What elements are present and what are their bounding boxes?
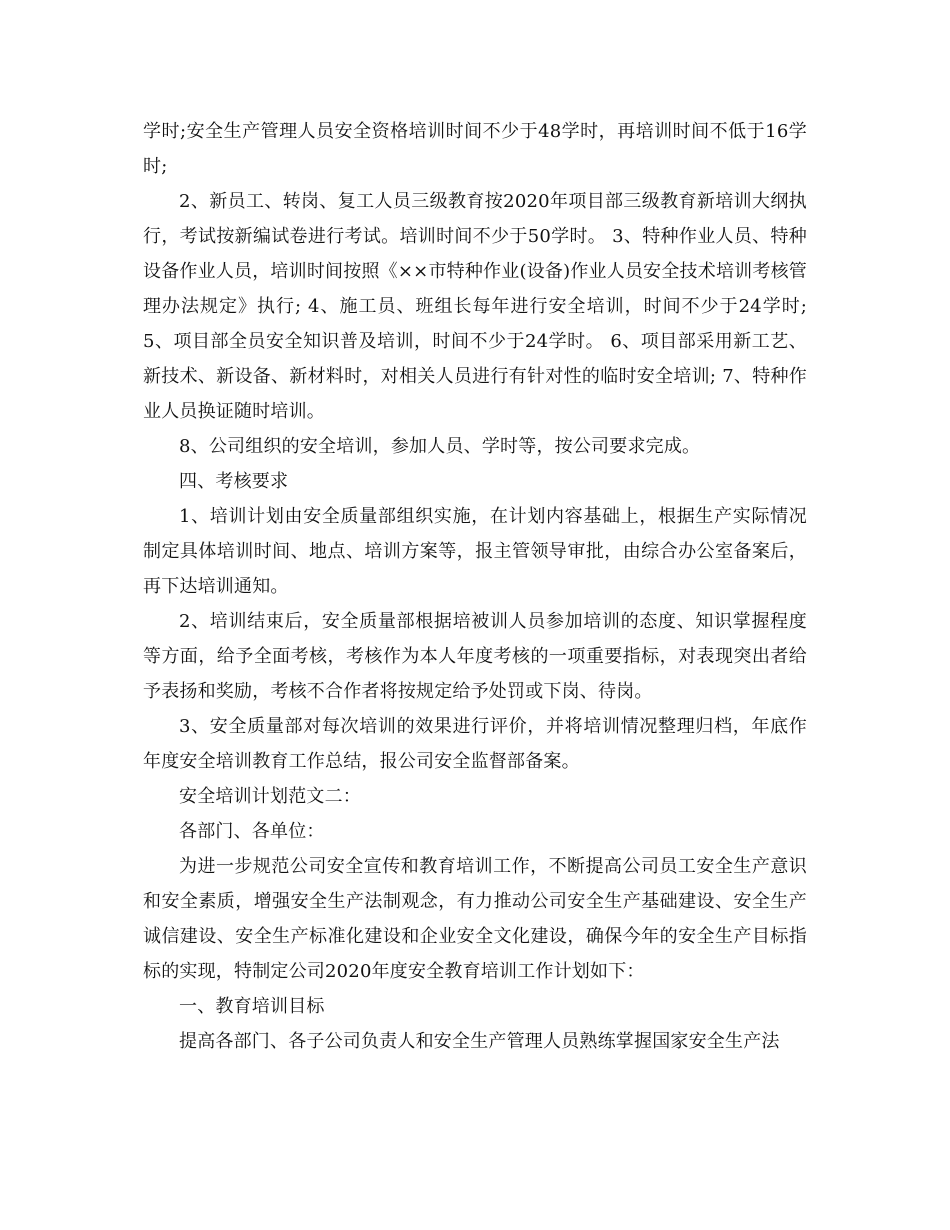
paragraph-assessment-1: 1、培训计划由安全质量部组织实施，在计划内容基础上，根据生产实际情况制定具体培训时间、地点、培训方案等，报主管领导审批，由综合办公室备案后，再下达培训通知。 (143, 506, 807, 597)
paragraph-training-item-8: 8、公司组织的安全培训，参加人员、学时等，按公司要求完成。 (179, 436, 701, 457)
paragraph-hours-continued: 学时;安全生产管理人员安全资格培训时间不少于48学时，再培训时间不低于16学时; (143, 121, 807, 177)
sample-two-title: 安全培训计划范文二： (179, 786, 361, 807)
section-heading-training-goals: 一、教育培训目标 (179, 996, 325, 1017)
paragraph-assessment-2: 2、培训结束后，安全质量部根据培被训人员参加培训的态度、知识掌握程度等方面，给予全面考核，考核作为本人年度考核的一项重要指标，对表现突出者给予表扬和奖励，考核不合作者将按规定给予处罚或下岗、待岗。 (143, 611, 807, 702)
paragraph-assessment-3: 3、安全质量部对每次培训的效果进行评价，并将培训情况整理归档，年底作年度安全培训教育工作总结，报公司安全监督部备案。 (143, 716, 807, 772)
document-body (143, 114, 807, 1059)
paragraph-training-items-2-7: 2、新员工、转岗、复工人员三级教育按2020年项目部三级教育新培训大纲执行，考试按新编试卷进行考试。培训时间不少于50学时。 3、特种作业人员、特种设备作业人员，培训时间按照《××市特种作业(设备)作业人员安全技术培训考核管理办法规定》执行; 4、施工员、班组长每年进行安全培训，时间不少于24学时; 5、项目部全员安全知识普及培训，时间不少于24学时。 6、项目部采用新工艺、新技术、新设备、新材料时，对相关人员进行有针对性的临时安全培训; 7、特种作业人员换证随时培训。 (143, 191, 807, 422)
paragraph-intro: 为进一步规范公司安全宣传和教育培训工作，不断提高公司员工安全生产意识和安全素质，增强安全生产法制观念，有力推动公司安全生产基础建设、安全生产诚信建设、安全生产标准化建设和企业安全文化建设，确保今年的安全生产目标指标的实现，特制定公司2020年度安全教育培训工作计划如下： (143, 856, 807, 982)
paragraph-goals-start: 提高各部门、各子公司负责人和安全生产管理人员熟练掌握国家安全生产法 (179, 1031, 780, 1052)
salutation: 各部门、各单位： (179, 821, 325, 842)
section-heading-assessment: 四、考核要求 (179, 471, 289, 492)
